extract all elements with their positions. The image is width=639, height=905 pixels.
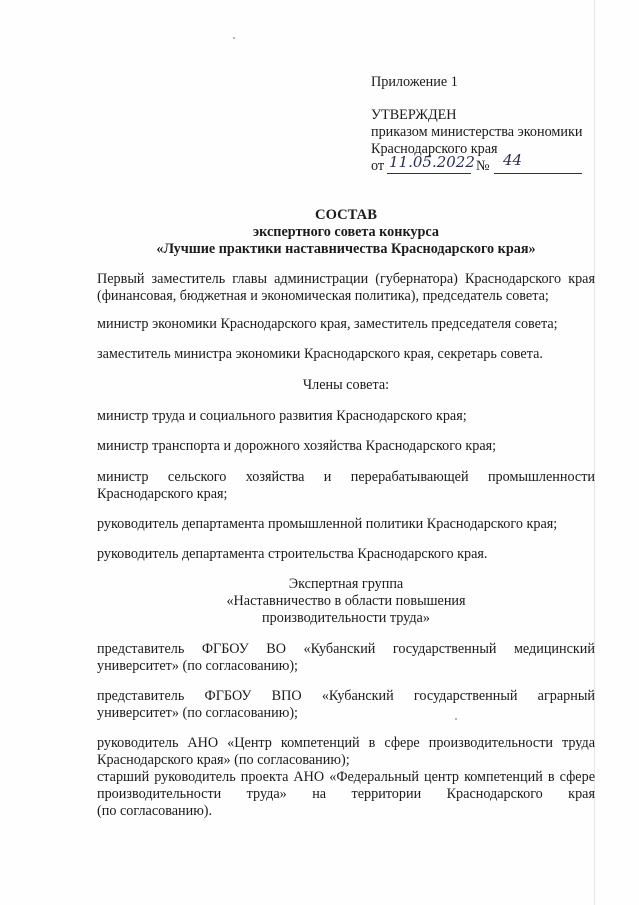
member-item: министр транспорта и дорожного хозяйства Краснодарского края; xyxy=(97,438,497,454)
appendix-label: Приложение 1 xyxy=(371,74,458,90)
secretary: заместитель министра экономики Краснодарского края, секретарь совета. xyxy=(97,346,543,362)
member-item-line-2: Краснодарского края; xyxy=(97,486,228,502)
title-council: экспертного совета конкурса xyxy=(253,224,439,240)
expert-item-line-1: руководитель АНО «Центр компетенций в сфере производительности труда xyxy=(97,735,595,751)
approved-label: УТВЕРЖДЕН xyxy=(371,107,457,123)
member-item: руководитель департамента промышленной политики Краснодарского края; xyxy=(97,516,558,532)
expert-group-name-1: «Наставничество в области повышения xyxy=(226,593,466,609)
expert-item-line-2: университет» (по согласованию); xyxy=(97,705,298,721)
member-item: министр труда и социального развития Краснодарского края; xyxy=(97,408,467,424)
title-composition: СОСТАВ xyxy=(315,207,377,223)
expert-item-line-2: университет» (по согласованию); xyxy=(97,658,298,674)
date-prefix: от xyxy=(371,158,385,174)
member-item-line-1: министр сельского хозяйства и перерабатывающей промышленности xyxy=(97,469,595,485)
expert-item-line-1: представитель ФГБОУ ВПО «Кубанский государственный аграрный xyxy=(97,688,595,704)
chairman-line-2: (финансовая, бюджетная и экономическая политика), председатель совета; xyxy=(97,288,549,304)
scan-speck xyxy=(455,718,457,720)
expert-item-line-2: Краснодарского края» (по согласованию); xyxy=(97,752,350,768)
expert-group-name-2: производительности труда» xyxy=(262,610,430,626)
scan-speck xyxy=(233,37,235,39)
number-underline xyxy=(494,173,582,174)
member-item: руководитель департамента строительства Краснодарского края. xyxy=(97,546,488,562)
title-contest: «Лучшие практики наставничества Краснодарского края» xyxy=(156,241,536,257)
deputy-chairman: министр экономики Краснодарского края, заместитель председателя совета; xyxy=(97,316,558,332)
expert-item-line-2: производительности труда» на территории Краснодарского края xyxy=(97,786,595,802)
number-sign: № xyxy=(476,158,490,174)
order-line-1: приказом министерства экономики xyxy=(371,124,583,140)
date-underline xyxy=(387,173,471,174)
expert-group-heading: Экспертная группа xyxy=(288,576,404,592)
handwritten-number: 44 xyxy=(503,151,523,169)
expert-item-line-1: старший руководитель проекта АНО «Федеральный центр компетенций в сфере xyxy=(97,769,595,785)
order-line-2: Краснодарского края xyxy=(371,141,498,157)
members-heading: Члены совета: xyxy=(302,377,390,393)
expert-item-line-3: (по согласованию). xyxy=(97,803,213,819)
chairman-line-1: Первый заместитель главы администрации (губернатора) Краснодарского края xyxy=(97,271,595,287)
handwritten-date: 11.05.2022 xyxy=(389,153,475,171)
expert-item-line-1: представитель ФГБОУ ВО «Кубанский государственный медицинский xyxy=(97,641,595,657)
